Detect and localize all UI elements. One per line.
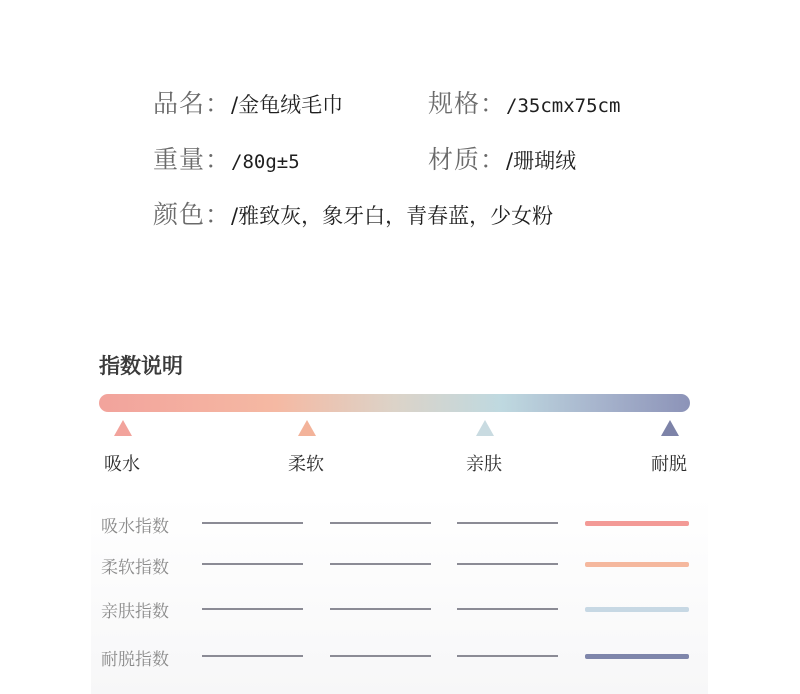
spec-name (153, 88, 343, 121)
spec-size-label: 规格： (428, 89, 507, 118)
spec-color (153, 199, 553, 232)
rating-segment (202, 655, 303, 657)
spec-name-value: /金龟绒毛巾 (231, 93, 344, 117)
spec-size-value: /35cmx75cm (506, 95, 621, 117)
spec-color-value: /雅致灰，象牙白，青春蓝，少女粉 (231, 204, 554, 228)
spec-weight (153, 144, 300, 178)
index-title: 指数说明 (99, 354, 183, 378)
row-label-absorb: 吸水指数 (101, 517, 169, 537)
row-label-soft: 柔软指数 (101, 558, 169, 578)
marker-label-durable: 耐脱 (651, 454, 687, 475)
marker-triangle-icon (661, 420, 679, 436)
rating-segment (457, 655, 558, 657)
marker-label-absorb: 吸水 (104, 454, 140, 475)
rating-segment (457, 563, 558, 565)
rating-segment-active (585, 562, 689, 567)
spec-color-label: 颜色： (153, 200, 232, 229)
rating-segment (330, 563, 431, 565)
marker-label-skin: 亲肤 (466, 454, 502, 475)
spec-weight-value: /80g±5 (231, 151, 300, 173)
marker-triangle-icon (476, 420, 494, 436)
spec-weight-label: 重量： (153, 145, 232, 174)
rating-segment (330, 655, 431, 657)
row-label-skin: 亲肤指数 (101, 602, 169, 622)
marker-label-soft: 柔软 (288, 454, 324, 475)
rating-segment-active (585, 654, 689, 659)
rating-segment-active (585, 521, 689, 526)
rating-segment (330, 608, 431, 610)
spec-size (428, 88, 620, 122)
rating-segment (202, 563, 303, 565)
rating-segment-active (585, 607, 689, 612)
index-gradient-bar (99, 394, 690, 412)
spec-material (428, 144, 576, 177)
rating-segment (330, 522, 431, 524)
rating-segment (457, 522, 558, 524)
row-label-durable: 耐脱指数 (101, 650, 169, 670)
spec-material-value: /珊瑚绒 (506, 149, 577, 173)
rating-segment (202, 522, 303, 524)
spec-material-label: 材质： (428, 145, 507, 174)
marker-triangle-icon (298, 420, 316, 436)
marker-triangle-icon (114, 420, 132, 436)
rating-segment (202, 608, 303, 610)
spec-name-label: 品名： (153, 89, 232, 118)
rating-segment (457, 608, 558, 610)
